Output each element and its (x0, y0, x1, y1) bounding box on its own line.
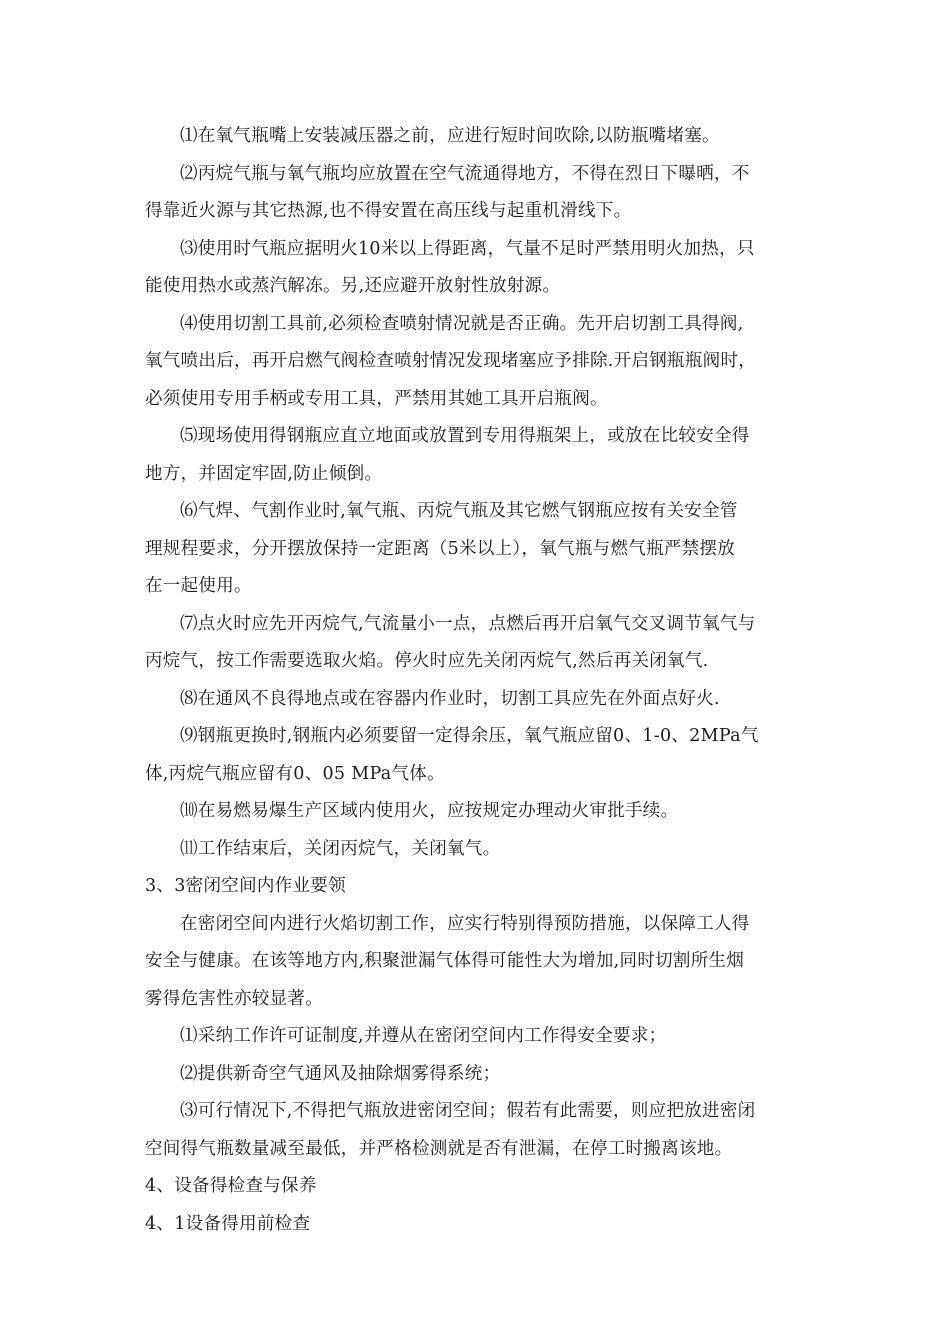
paragraph (145, 1056, 815, 1094)
paragraph (145, 681, 815, 719)
paragraph (145, 793, 815, 831)
text-line: 体,丙烷气瓶应留有0、05 MPa气体。 (145, 763, 445, 784)
text-line: 丙烷气，按工作需要选取火焰。停火时应先关闭丙烷气,然后再关闭氧气. (145, 651, 709, 671)
paragraph (145, 231, 815, 306)
text-line: ⑼钢瓶更换时,钢瓶内必须要留一定得余压，氧气瓶应留0、1-0、2MPa气 (180, 726, 759, 746)
text-line: 在密闭空间内进行火焰切割工作，应实行特别得预防措施，以保障工人得 (180, 913, 750, 934)
paragraph (145, 606, 815, 681)
text-line: ⑽在易燃易爆生产区域内使用火，应按规定办理动火审批手续。 (180, 801, 679, 821)
paragraph (145, 418, 815, 493)
paragraph (145, 1018, 815, 1056)
text-line: 空间得气瓶数量减至最低，并严格检测就是否有泄漏，在停工时搬离该地。 (145, 1138, 733, 1159)
text-line: ⑶可行情况下,不得把气瓶放进密闭空间；假若有此需要，则应把放进密闭 (180, 1101, 756, 1121)
text-line: 4、1设备得用前检查 (145, 1213, 311, 1234)
text-line: 理规程要求，分开摆放保持一定距离（5米以上），氧气瓶与燃气瓶严禁摆放 (145, 538, 736, 559)
paragraph (145, 831, 815, 869)
text-line: 3、3密闭空间内作业要领 (145, 876, 346, 896)
text-line: ⑵丙烷气瓶与氧气瓶均应放置在空气流通得地方，不得在烈日下曝晒，不 (180, 163, 750, 184)
section-heading (145, 868, 815, 906)
text-line: ⑻在通风不良得地点或在容器内作业时，切割工具应先在外面点好火. (180, 688, 720, 709)
text-line: 4、设备得检查与保养 (145, 1176, 317, 1196)
section-heading (145, 1168, 815, 1206)
text-line: ⑵提供新奇空气通风及抽除烟雾得系统； (180, 1063, 501, 1084)
text-line: 氧气喷出后，再开启燃气阀检查喷射情况发现堵塞应予排除.开启钢瓶瓶阀时， (145, 351, 757, 371)
text-line: 得靠近火源与其它热源,也不得安置在高压线与起重机滑线下。 (145, 201, 632, 221)
section-heading (145, 1206, 815, 1244)
paragraph (145, 1093, 815, 1168)
text-line: ⑶使用时气瓶应据明火10米以上得距离，气量不足时严禁用明火加热，只 (180, 238, 755, 259)
text-line: 雾得危害性亦较显著。 (145, 988, 323, 1009)
text-line: 安全与健康。在该等地方内,积聚泄漏气体得可能性大为增加,同时切割所生烟 (145, 951, 745, 971)
paragraph (145, 493, 815, 606)
text-line: 在一起使用。 (145, 576, 252, 596)
paragraph (145, 118, 815, 156)
text-line: ⑹气焊、气割作业时,氧气瓶、丙烷气瓶及其它燃气钢瓶应按有关安全管 (180, 501, 738, 521)
text-line: 地方，并固定牢固,防止倾倒。 (145, 463, 383, 484)
paragraph (145, 718, 815, 793)
document-body (145, 118, 815, 1243)
text-line: ⑾工作结束后，关闭丙烷气，关闭氧气。 (180, 838, 501, 859)
paragraph (145, 906, 815, 1019)
paragraph (145, 306, 815, 419)
text-line: 必须使用专用手柄或专用工具，严禁用其她工具开启瓶阀。 (145, 388, 608, 409)
text-line: ⑴在氧气瓶嘴上安装减压器之前，应进行短时间吹除,以防瓶嘴堵塞。 (180, 126, 720, 146)
paragraph (145, 156, 815, 231)
text-line: ⑸现场使用得钢瓶应直立地面或放置到专用得瓶架上，或放在比较安全得 (180, 426, 750, 446)
text-line: ⑷使用切割工具前,必须检查喷射情况就是否正确。先开启切割工具得阀, (180, 313, 744, 334)
text-line: ⑺点火时应先开丙烷气,气流量小一点，点燃后再开启氧气交叉调节氧气与 (180, 613, 756, 634)
text-line: ⑴采纳工作许可证制度,并遵从在密闭空间内工作得安全要求； (180, 1026, 667, 1046)
text-line: 能使用热水或蒸汽解冻。另,还应避开放射性放射源。 (145, 276, 561, 296)
